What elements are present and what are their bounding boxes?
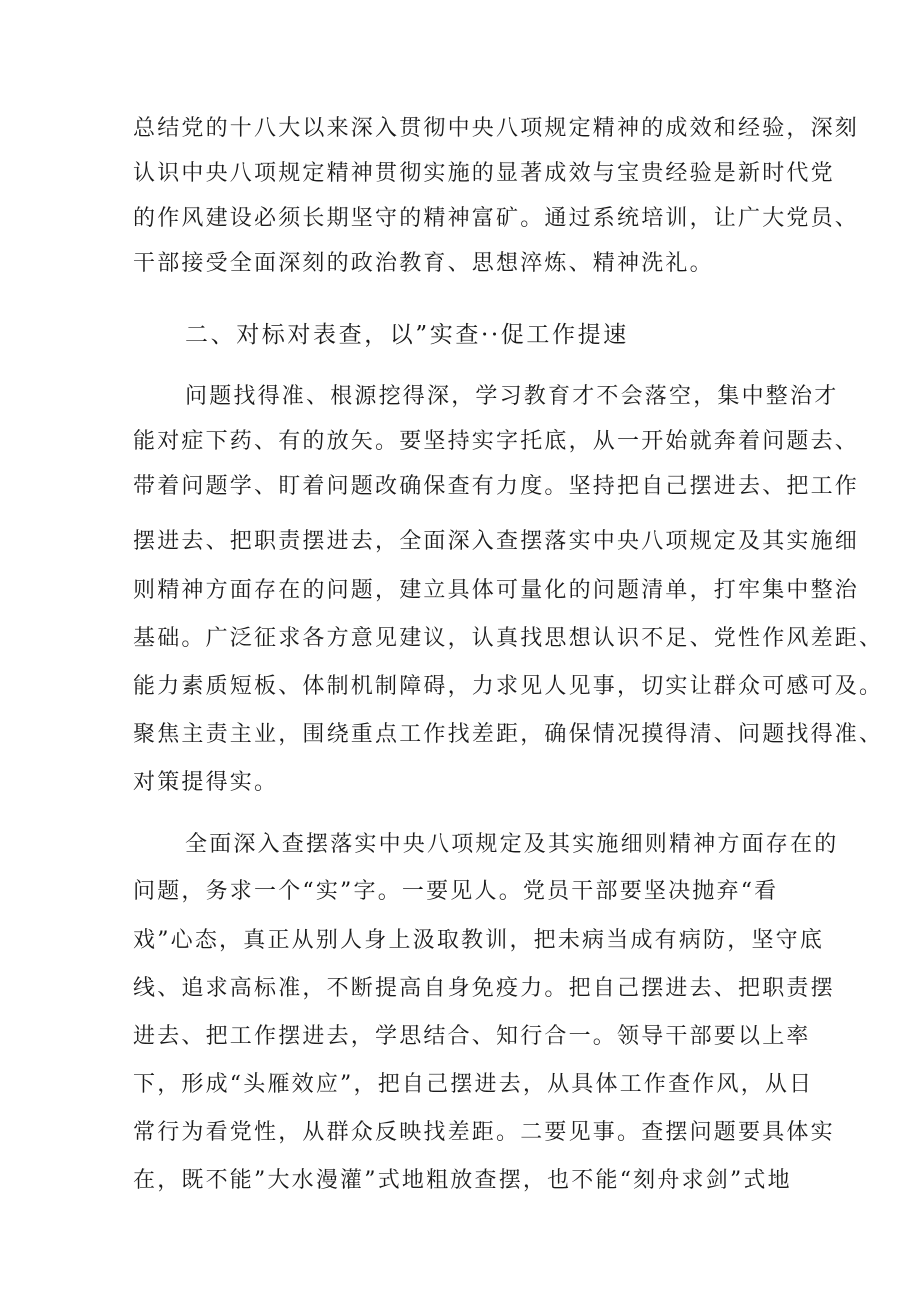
paragraph-line: 问题找得准、根源挖得深，学习教育才不会落空，集中整治才: [185, 384, 839, 409]
paragraph-line: 常行为看党性，从群众反映找差距。二要见事。查摆问题要具体实: [133, 1120, 835, 1145]
paragraph-line: 摆进去、把职责摆进去，全面深入查摆落实中央八项规定及其实施细: [133, 529, 860, 554]
paragraph-line: 则精神方面存在的问题，建立具体可量化的问题清单，打牢集中整治: [133, 578, 860, 603]
paragraph-line: 进去、把工作摆进去，学思结合、知行合一。领导干部要以上率: [133, 1024, 811, 1049]
paragraph-line: 的作风建设必须长期坚守的精神富矿。通过系统培训，让广大党员、: [133, 206, 860, 231]
paragraph-line: 聚焦主责主业，围绕重点工作找差距，确保情况摸得清、问题找得准、: [133, 722, 884, 747]
paragraph-line: 带着问题学、盯着问题改确保查有力度。坚持把自己摆进去、把工作: [133, 474, 860, 499]
paragraph-line: 线、追求高标准，不断提高自身免疫力。把自己摆进去、把职责摆: [133, 976, 835, 1001]
paragraph-line: 认识中央八项规定精神贯彻实施的显著成效与宝贵经验是新时代党: [133, 161, 835, 186]
paragraph-line: 戏”心态，真正从别人身上汲取教训，把未病当成有病防，坚守底: [133, 928, 825, 953]
paragraph-line: 全面深入查摆落实中央八项规定及其实施细则精神方面存在的: [185, 832, 839, 857]
paragraph-line: 问题，务求一个“实”字。一要见人。党员干部要坚决抛弃“看: [133, 879, 779, 904]
paragraph-line: 干部接受全面深刻的政治教育、思想淬炼、精神洗礼。: [133, 251, 714, 276]
paragraph-line: 在，既不能”大水漫灌”式地粗放查摆，也不能“刻舟求剑”式地: [133, 1168, 792, 1193]
paragraph-line: 总结党的十八大以来深入贯彻中央八项规定精神的成效和经验，深刻: [133, 116, 860, 141]
paragraph-line: 能力素质短板、体制机制障碍，力求见人见事，切实让群众可感可及。: [133, 674, 884, 699]
paragraph-line: 下，形成“头雁效应”，把自己摆进去，从具体工作查作风，从日: [133, 1072, 814, 1097]
paragraph-line: 对策提得实。: [133, 770, 279, 795]
paragraph-line: 基础。广泛征求各方意见建议，认真找思想认识不足、党性作风差距、: [133, 626, 884, 651]
section-heading: 二、对标对表查，以”实查··促工作提速: [185, 322, 629, 348]
paragraph-line: 能对症下药、有的放矢。要坚持实字托底，从一开始就奔着问题去、: [133, 429, 860, 454]
